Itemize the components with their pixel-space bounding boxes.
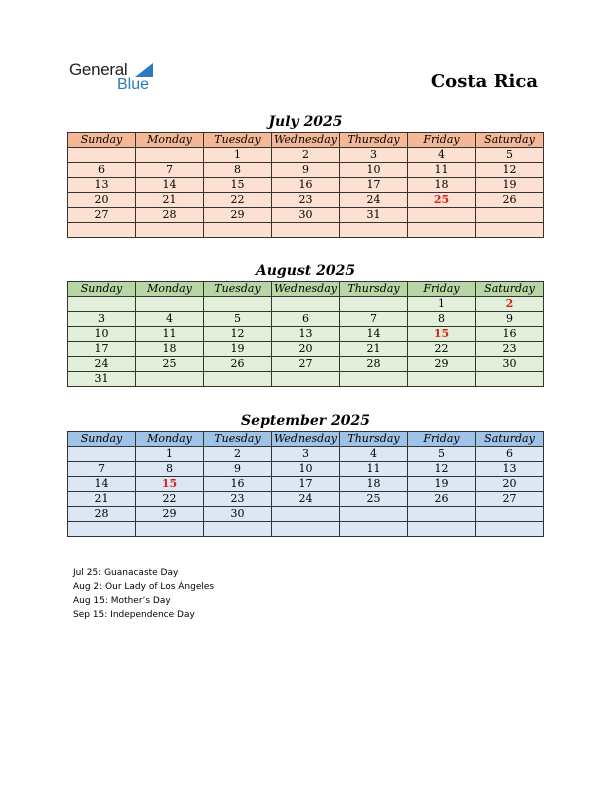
- day-cell: 4: [136, 312, 204, 327]
- day-cell: [476, 208, 544, 223]
- day-cell: 12: [408, 462, 476, 477]
- holiday-note: Aug 15: Mother’s Day: [73, 596, 171, 606]
- weekday-header: Wednesday: [272, 133, 340, 148]
- day-cell: 30: [272, 208, 340, 223]
- week-row: [68, 163, 544, 178]
- day-cell: 17: [68, 342, 136, 357]
- week-row: [68, 148, 544, 163]
- day-cell: [68, 297, 136, 312]
- day-cell: 15: [136, 477, 204, 492]
- day-cell: [272, 223, 340, 238]
- weekday-header: Wednesday: [272, 432, 340, 447]
- day-cell: 31: [340, 208, 408, 223]
- week-row: [68, 342, 544, 357]
- day-cell: [476, 507, 544, 522]
- weekday-header-row: [68, 282, 544, 297]
- day-cell: 24: [340, 193, 408, 208]
- day-cell: 6: [68, 163, 136, 178]
- day-cell: [408, 507, 476, 522]
- week-row: [68, 372, 544, 387]
- day-cell: 13: [476, 462, 544, 477]
- day-cell: 3: [272, 447, 340, 462]
- day-cell: 5: [476, 148, 544, 163]
- day-cell: [136, 522, 204, 537]
- week-row: [68, 193, 544, 208]
- day-cell: 25: [136, 357, 204, 372]
- day-cell: 30: [476, 357, 544, 372]
- day-cell: 18: [340, 477, 408, 492]
- day-cell: 15: [408, 327, 476, 342]
- day-cell: 9: [476, 312, 544, 327]
- day-cell: 27: [272, 357, 340, 372]
- month-sep: [67, 411, 544, 537]
- day-cell: [340, 507, 408, 522]
- day-cell: 10: [272, 462, 340, 477]
- weekday-header: Friday: [408, 282, 476, 297]
- day-cell: 15: [204, 178, 272, 193]
- week-row: [68, 462, 544, 477]
- day-cell: 21: [340, 342, 408, 357]
- day-cell: 2: [272, 148, 340, 163]
- day-cell: 29: [136, 507, 204, 522]
- day-cell: [136, 148, 204, 163]
- day-cell: 21: [136, 193, 204, 208]
- day-cell: [204, 522, 272, 537]
- day-cell: 19: [476, 178, 544, 193]
- day-cell: 8: [204, 163, 272, 178]
- day-cell: 23: [204, 492, 272, 507]
- day-cell: 2: [204, 447, 272, 462]
- day-cell: [68, 447, 136, 462]
- day-cell: 12: [204, 327, 272, 342]
- day-cell: 31: [68, 372, 136, 387]
- weekday-header: Wednesday: [272, 282, 340, 297]
- day-cell: 4: [408, 148, 476, 163]
- week-row: [68, 447, 544, 462]
- day-cell: [408, 372, 476, 387]
- month-table: [67, 281, 544, 387]
- day-cell: [204, 372, 272, 387]
- week-row: [68, 297, 544, 312]
- day-cell: 14: [136, 178, 204, 193]
- day-cell: [340, 372, 408, 387]
- weekday-header: Tuesday: [204, 282, 272, 297]
- day-cell: 11: [340, 462, 408, 477]
- day-cell: 13: [272, 327, 340, 342]
- month-table: [67, 431, 544, 537]
- day-cell: 2: [476, 297, 544, 312]
- month-table: [67, 132, 544, 238]
- weekday-header: Thursday: [340, 282, 408, 297]
- day-cell: 10: [68, 327, 136, 342]
- day-cell: 7: [340, 312, 408, 327]
- week-row: [68, 223, 544, 238]
- weekday-header: Thursday: [340, 432, 408, 447]
- day-cell: 17: [272, 477, 340, 492]
- day-cell: 19: [204, 342, 272, 357]
- day-cell: 6: [476, 447, 544, 462]
- day-cell: 28: [340, 357, 408, 372]
- day-cell: 19: [408, 477, 476, 492]
- day-cell: [408, 208, 476, 223]
- day-cell: 26: [476, 193, 544, 208]
- day-cell: 5: [204, 312, 272, 327]
- day-cell: 27: [476, 492, 544, 507]
- day-cell: 26: [204, 357, 272, 372]
- day-cell: 21: [68, 492, 136, 507]
- day-cell: 22: [204, 193, 272, 208]
- day-cell: 27: [68, 208, 136, 223]
- day-cell: 1: [136, 447, 204, 462]
- day-cell: [204, 223, 272, 238]
- weekday-header: Friday: [408, 432, 476, 447]
- week-row: [68, 208, 544, 223]
- day-cell: 8: [136, 462, 204, 477]
- day-cell: [68, 522, 136, 537]
- month-aug: [67, 261, 544, 387]
- day-cell: 7: [136, 163, 204, 178]
- day-cell: [68, 148, 136, 163]
- country-title: Costa Rica: [430, 71, 538, 92]
- day-cell: 4: [340, 447, 408, 462]
- logo-blue-text: Blue: [117, 76, 150, 93]
- day-cell: 18: [136, 342, 204, 357]
- day-cell: [136, 297, 204, 312]
- day-cell: 17: [340, 178, 408, 193]
- day-cell: 25: [340, 492, 408, 507]
- week-row: [68, 492, 544, 507]
- week-row: [68, 522, 544, 537]
- weekday-header-row: [68, 432, 544, 447]
- day-cell: 3: [340, 148, 408, 163]
- weekday-header: Saturday: [476, 432, 544, 447]
- weekday-header: Monday: [136, 133, 204, 148]
- day-cell: 10: [340, 163, 408, 178]
- day-cell: 1: [408, 297, 476, 312]
- day-cell: 11: [408, 163, 476, 178]
- day-cell: 28: [136, 208, 204, 223]
- day-cell: 5: [408, 447, 476, 462]
- day-cell: 24: [272, 492, 340, 507]
- week-row: [68, 178, 544, 193]
- holiday-note: Aug 2: Our Lady of Los Ángeles: [73, 582, 215, 592]
- day-cell: 25: [408, 193, 476, 208]
- day-cell: [340, 223, 408, 238]
- weekday-header: Monday: [136, 282, 204, 297]
- weekday-header-row: [68, 133, 544, 148]
- month-title: September 2025: [241, 413, 370, 429]
- day-cell: [340, 297, 408, 312]
- day-cell: [408, 223, 476, 238]
- day-cell: 1: [204, 148, 272, 163]
- day-cell: 16: [476, 327, 544, 342]
- day-cell: 29: [408, 357, 476, 372]
- weekday-header: Thursday: [340, 133, 408, 148]
- weekday-header: Sunday: [68, 133, 136, 148]
- day-cell: [272, 372, 340, 387]
- day-cell: 16: [272, 178, 340, 193]
- day-cell: 16: [204, 477, 272, 492]
- day-cell: [136, 372, 204, 387]
- day-cell: 12: [476, 163, 544, 178]
- month-title: July 2025: [268, 114, 343, 130]
- month-title: August 2025: [255, 263, 356, 279]
- day-cell: 23: [272, 193, 340, 208]
- day-cell: 22: [408, 342, 476, 357]
- logo: [69, 60, 169, 96]
- day-cell: [476, 223, 544, 238]
- weekday-header: Monday: [136, 432, 204, 447]
- day-cell: 7: [68, 462, 136, 477]
- day-cell: 28: [68, 507, 136, 522]
- day-cell: [272, 522, 340, 537]
- day-cell: 18: [408, 178, 476, 193]
- day-cell: [136, 223, 204, 238]
- holiday-notes: [73, 566, 214, 622]
- weekday-header: Saturday: [476, 282, 544, 297]
- weekday-header: Tuesday: [204, 133, 272, 148]
- day-cell: 24: [68, 357, 136, 372]
- week-row: [68, 477, 544, 492]
- day-cell: 8: [408, 312, 476, 327]
- week-row: [68, 312, 544, 327]
- day-cell: 20: [68, 193, 136, 208]
- day-cell: 23: [476, 342, 544, 357]
- weekday-header: Friday: [408, 133, 476, 148]
- day-cell: [476, 522, 544, 537]
- day-cell: [272, 297, 340, 312]
- weekday-header: Sunday: [68, 432, 136, 447]
- day-cell: 6: [272, 312, 340, 327]
- day-cell: [408, 522, 476, 537]
- day-cell: 3: [68, 312, 136, 327]
- day-cell: 20: [272, 342, 340, 357]
- week-row: [68, 327, 544, 342]
- week-row: [68, 357, 544, 372]
- day-cell: 20: [476, 477, 544, 492]
- weekday-header: Saturday: [476, 133, 544, 148]
- day-cell: [272, 507, 340, 522]
- week-row: [68, 507, 544, 522]
- logo-triangle-icon: [135, 63, 153, 77]
- day-cell: 22: [136, 492, 204, 507]
- holiday-note: Sep 15: Independence Day: [73, 610, 195, 620]
- month-jul: [67, 112, 544, 238]
- day-cell: 26: [408, 492, 476, 507]
- day-cell: 9: [204, 462, 272, 477]
- day-cell: 14: [340, 327, 408, 342]
- day-cell: 30: [204, 507, 272, 522]
- day-cell: [204, 297, 272, 312]
- day-cell: 11: [136, 327, 204, 342]
- day-cell: [68, 223, 136, 238]
- day-cell: [340, 522, 408, 537]
- day-cell: 29: [204, 208, 272, 223]
- weekday-header: Tuesday: [204, 432, 272, 447]
- day-cell: [476, 372, 544, 387]
- logo-general-text: General: [69, 60, 128, 79]
- day-cell: 14: [68, 477, 136, 492]
- weekday-header: Sunday: [68, 282, 136, 297]
- day-cell: 13: [68, 178, 136, 193]
- day-cell: 9: [272, 163, 340, 178]
- holiday-note: Jul 25: Guanacaste Day: [73, 568, 179, 578]
